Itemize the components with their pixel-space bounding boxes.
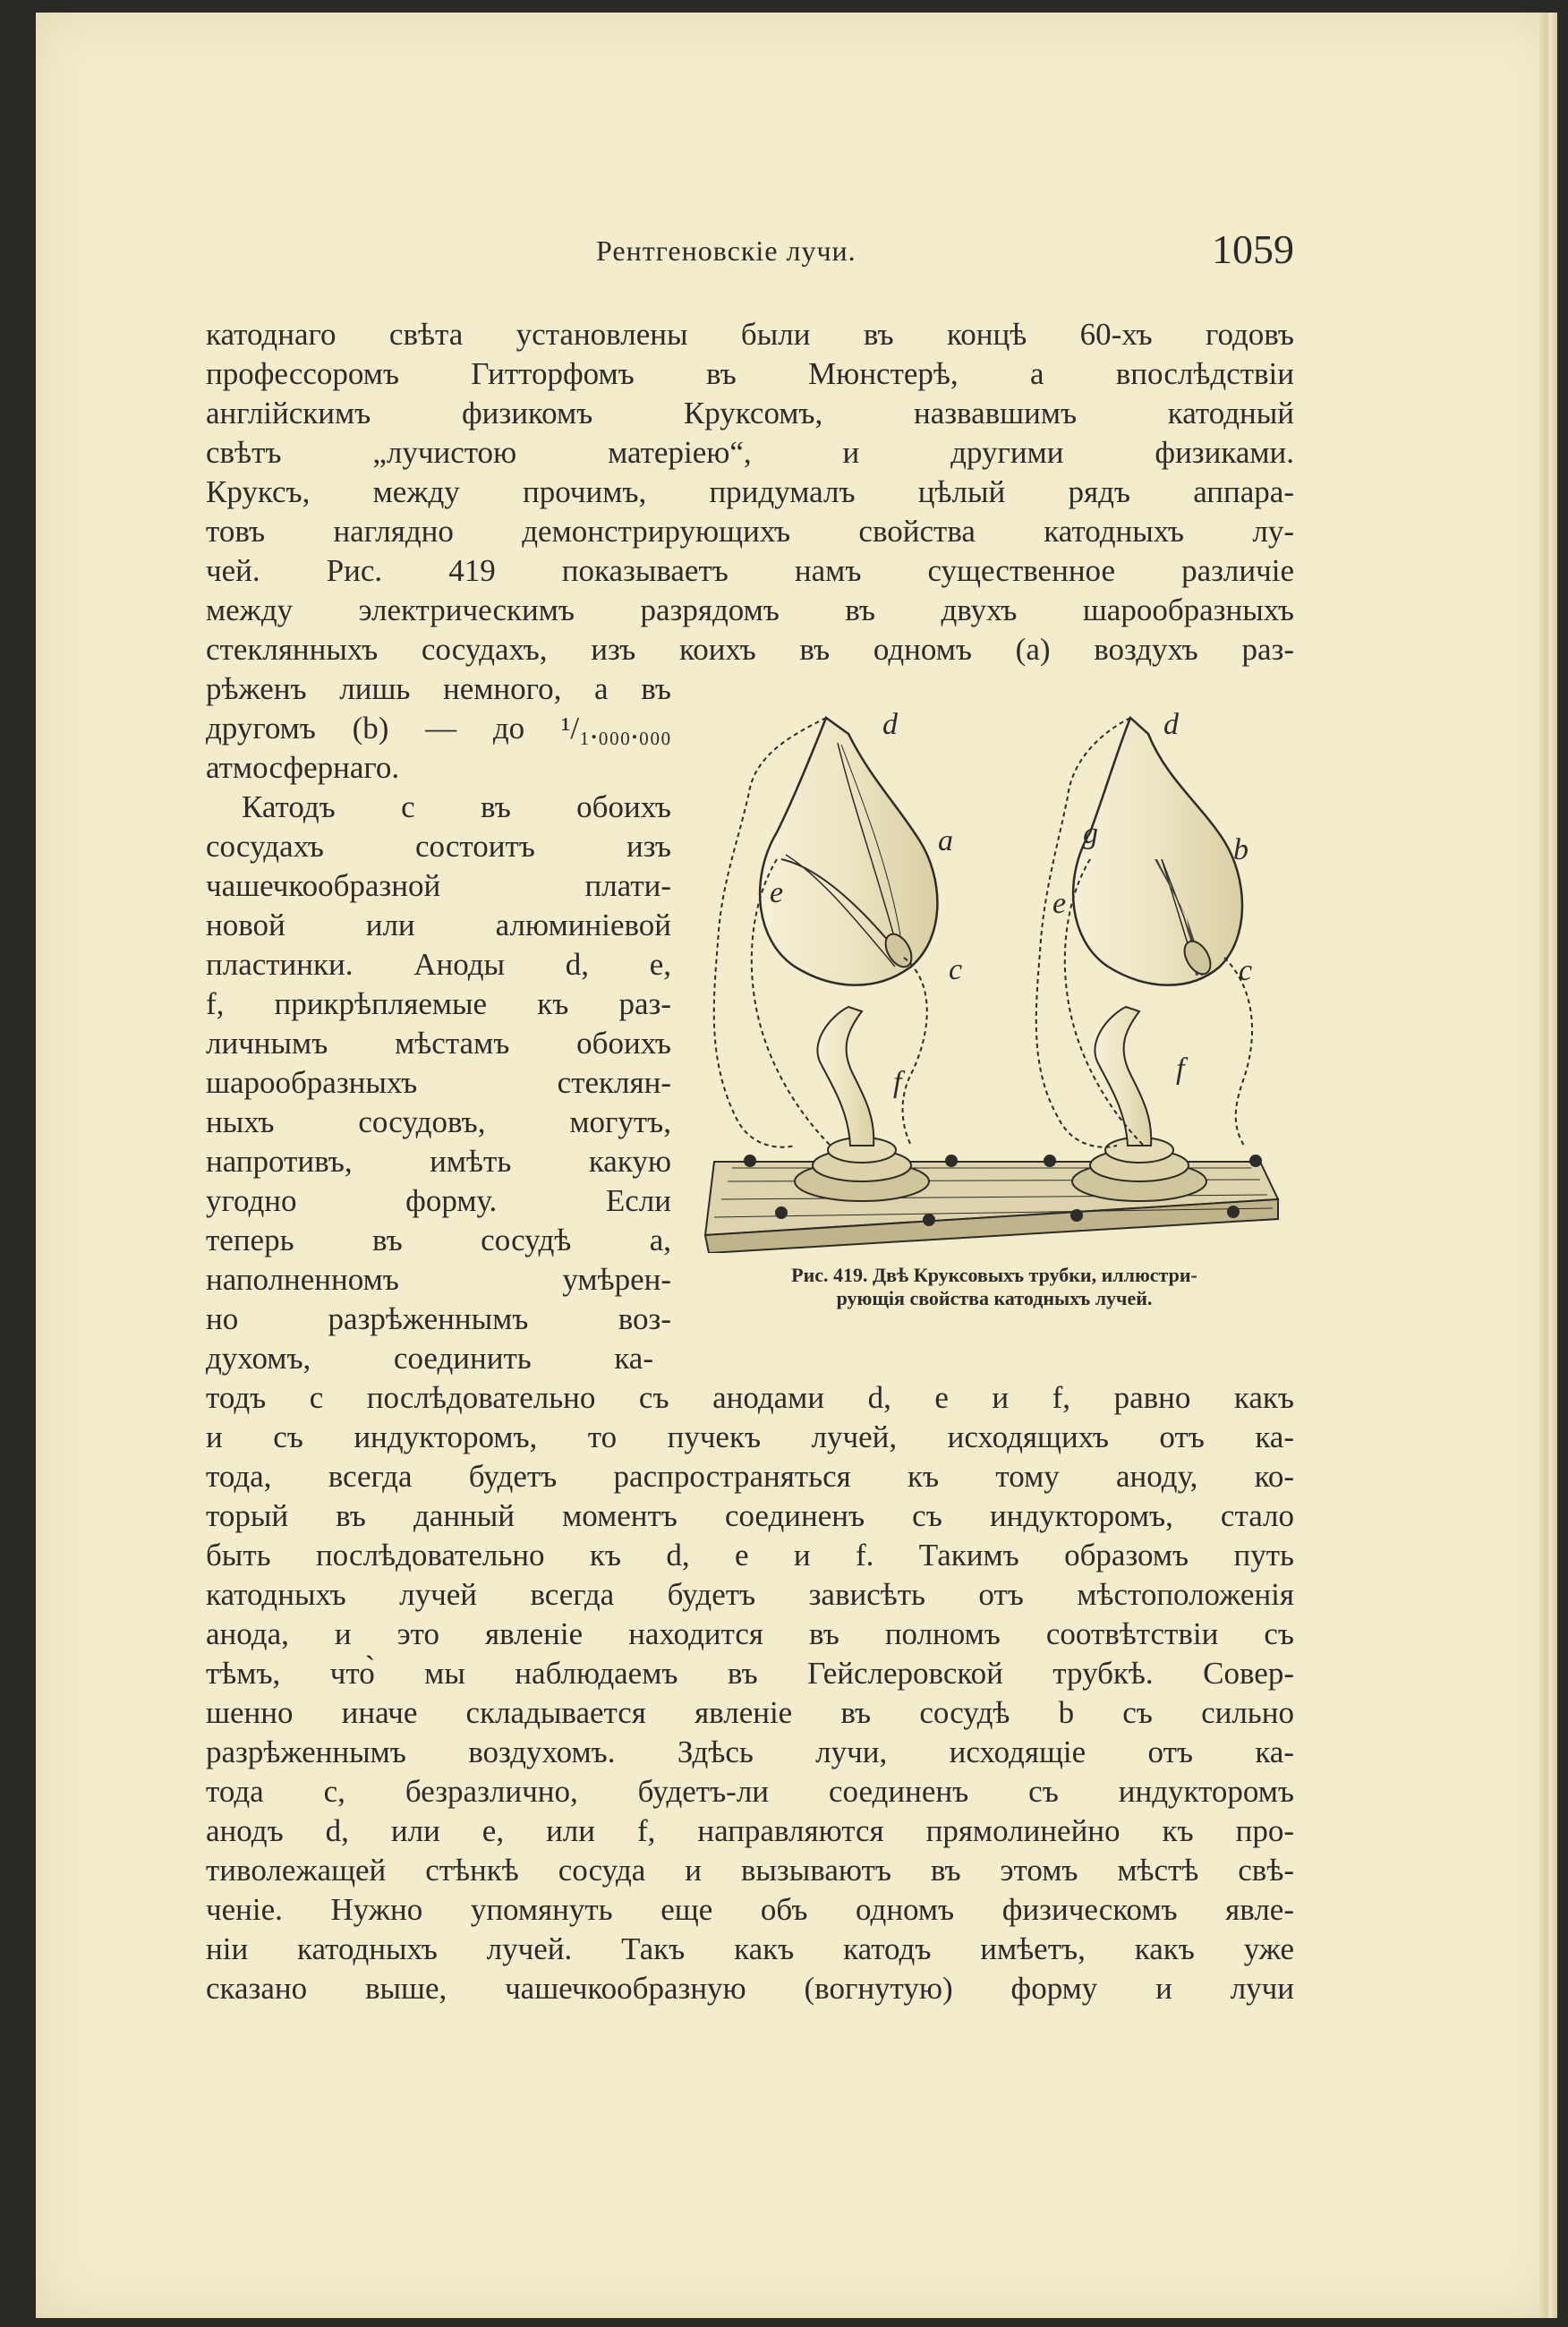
label-g: g bbox=[1083, 817, 1098, 850]
running-head bbox=[206, 220, 1298, 283]
label-b: b bbox=[1233, 833, 1248, 866]
text-line: англійскимъ физикомъ Круксомъ, назвавшимъ катодный bbox=[206, 396, 1294, 430]
text-line: личнымъ мѣстамъ обоихъ bbox=[206, 1026, 671, 1061]
text-line: но разрѣженнымъ воз- bbox=[206, 1301, 671, 1336]
figure-caption bbox=[695, 1264, 1294, 1310]
label-e-left: e bbox=[770, 876, 784, 909]
tube-a bbox=[760, 718, 937, 1201]
caption-line: Рис. 419. Двѣ Круксовыхъ трубки, иллюстри- bbox=[791, 1264, 1197, 1286]
text-line: Катодъ c въ обоихъ bbox=[242, 789, 671, 824]
text-line: тѣмъ, что̀ мы наблюдаемъ въ Гейслеровской трубкѣ. Совер- bbox=[206, 1656, 1294, 1691]
label-c-right: c bbox=[1239, 954, 1253, 987]
text-line: стеклянныхъ сосудахъ, изъ коихъ въ одномъ (a) воздухъ раз- bbox=[206, 632, 1294, 667]
text-line: атмосфернаго. bbox=[206, 750, 400, 785]
text-line: напротивъ, имѣть какую bbox=[206, 1144, 671, 1179]
page-edge bbox=[1539, 13, 1557, 2318]
text-line: катоднаго свѣта установлены были въ концѣ 60-хъ годовъ bbox=[206, 317, 1294, 352]
text-line: разрѣженнымъ воздухомъ. Здѣсь лучи, исходящіе отъ ка- bbox=[206, 1735, 1294, 1769]
text-line: анода, и это явленіе находится въ полномъ соотвѣтствіи съ bbox=[206, 1616, 1294, 1651]
text-line: тодъ c послѣдовательно съ анодами d, e и f, равно какъ bbox=[206, 1380, 1294, 1415]
text-line: катодныхъ лучей всегда будетъ зависѣть отъ мѣстоположенія bbox=[206, 1577, 1294, 1612]
label-d-right: d bbox=[1163, 708, 1179, 741]
text-line: чашечкообразной плати- bbox=[206, 868, 671, 903]
text-line: ніи катодныхъ лучей. Такъ какъ катодъ имѣетъ, какъ уже bbox=[206, 1931, 1294, 1966]
text-line: пластинки. Аноды d, e, bbox=[206, 947, 671, 982]
text-line: быть послѣдовательно къ d, e и f. Такимъ образомъ путь bbox=[206, 1538, 1294, 1573]
text-line: угодно форму. Если bbox=[206, 1183, 671, 1218]
text-line: тода c, безразлично, будетъ-ли соединенъ съ индукторомъ bbox=[206, 1774, 1294, 1809]
text-line: теперь въ сосудѣ a, bbox=[206, 1223, 671, 1257]
text-line: шарообразныхъ стеклян- bbox=[206, 1065, 671, 1100]
text-line: наполненномъ умѣрен- bbox=[206, 1262, 671, 1297]
text-line: и съ индукторомъ, то пучекъ лучей, исходящихъ отъ ка- bbox=[206, 1419, 1294, 1454]
label-f-left: f bbox=[893, 1066, 902, 1099]
text-line: f, прикрѣпляемые къ раз- bbox=[206, 986, 671, 1021]
text-line: ченіе. Нужно упомянуть еще объ одномъ физическомъ явле- bbox=[206, 1892, 1294, 1927]
text-line: анодъ d, или e, или f, направляются прямолинейно къ про- bbox=[206, 1813, 1294, 1848]
label-d-left: d bbox=[882, 708, 898, 741]
text-line: профессоромъ Гитторфомъ въ Мюнстерѣ, а впослѣдствіи bbox=[206, 356, 1294, 391]
text-line: другомъ (b) — до ¹/₁.₀₀₀.₀₀₀ bbox=[206, 711, 671, 746]
label-f-right: f bbox=[1176, 1053, 1185, 1086]
text-line: рѣженъ лишь немного, а въ bbox=[206, 671, 671, 706]
text-line: чей. Рис. 419 показываетъ намъ существенное различіе bbox=[206, 553, 1294, 588]
figure-419 bbox=[696, 698, 1294, 1253]
label-e-right: e bbox=[1052, 887, 1067, 920]
text-line: шенно иначе складывается явленіе въ сосудѣ b съ сильно bbox=[206, 1695, 1294, 1730]
text-line: товъ наглядно демонстрирующихъ свойства катодныхъ лу- bbox=[206, 514, 1294, 549]
text-line: сказано выше, чашечкообразную (вогнутую) форму и лучи bbox=[206, 1971, 1294, 2006]
text-line: тода, всегда будетъ распространяться къ тому аноду, ко- bbox=[206, 1459, 1294, 1494]
text-line: ныхъ сосудовъ, могутъ, bbox=[206, 1104, 671, 1139]
text-line: духомъ, соединить ка- bbox=[206, 1341, 653, 1376]
tube-b bbox=[1072, 718, 1242, 1201]
page-number: 1059 bbox=[1212, 226, 1294, 272]
text-line: между электрическимъ разрядомъ въ двухъ шарообразныхъ bbox=[206, 592, 1294, 627]
text-line: торый въ данный моментъ соединенъ съ индукторомъ, стало bbox=[206, 1498, 1294, 1533]
text-line: Круксъ, между прочимъ, придумалъ цѣлый рядъ аппара- bbox=[206, 474, 1294, 509]
label-a: a bbox=[938, 824, 953, 857]
crookes-tubes-illustration bbox=[696, 698, 1294, 1253]
label-c-left: c bbox=[949, 953, 963, 986]
text-line: тиволежащей стѣнкѣ сосуда и вызываютъ въ этомъ мѣстѣ свѣ- bbox=[206, 1853, 1294, 1888]
running-title: Рентгеновскіе лучи. bbox=[596, 234, 856, 267]
text-line: свѣтъ „лучистою матеріею“, и другими физиками. bbox=[206, 435, 1294, 470]
text-line: сосудахъ состоитъ изъ bbox=[206, 829, 671, 864]
text-line: новой или алюминіевой bbox=[206, 908, 671, 942]
caption-line: рующія свойства катодныхъ лучей. bbox=[836, 1287, 1153, 1309]
